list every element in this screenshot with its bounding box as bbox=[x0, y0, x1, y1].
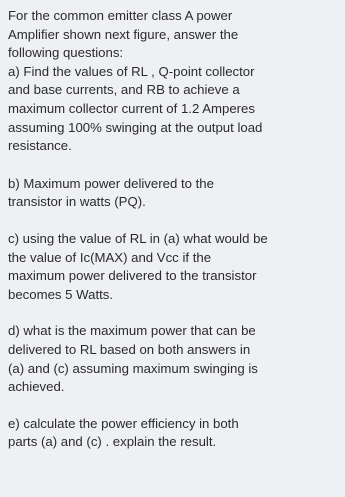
text-line: a) Find the values of RL , Q-point collector bbox=[8, 63, 255, 79]
paragraph-gap bbox=[8, 212, 340, 230]
paragraph-gap bbox=[8, 304, 340, 322]
text-line: and base currents, and RB to achieve a bbox=[8, 82, 240, 98]
paragraph-gap bbox=[8, 397, 340, 415]
text-line: achieved. bbox=[8, 379, 65, 395]
text-line: (a) and (c) assuming maximum swinging is bbox=[8, 360, 258, 376]
text-line: the value of Ic(MAX) and Vcc if the bbox=[8, 249, 212, 265]
text-line: maximum power delivered to the transistor bbox=[8, 268, 257, 284]
text-line: following questions: bbox=[8, 45, 124, 61]
question-part-a bbox=[8, 63, 340, 156]
text-line: becomes 5 Watts. bbox=[8, 286, 114, 302]
text-line: d) what is the maximum power that can be bbox=[8, 323, 256, 339]
text-line: c) using the value of RL in (a) what would be bbox=[8, 230, 268, 246]
question-part-b bbox=[8, 175, 340, 212]
question-part-c bbox=[8, 230, 340, 304]
question-part-d bbox=[8, 322, 340, 396]
text-line: maximum collector current of 1.2 Amperes bbox=[8, 100, 255, 116]
text-line: b) Maximum power delivered to the bbox=[8, 175, 214, 191]
text-line: Amplifier shown next figure, answer the bbox=[8, 26, 239, 42]
text-line: delivered to RL based on both answers in bbox=[8, 341, 251, 357]
text-line: For the common emitter class A power bbox=[8, 8, 233, 23]
text-line: assuming 100% swinging at the output load bbox=[8, 119, 263, 135]
text-line: e) calculate the power efficiency in both bbox=[8, 415, 239, 431]
question-intro bbox=[8, 7, 340, 63]
paragraph-gap bbox=[8, 156, 340, 175]
text-line: transistor in watts (PQ). bbox=[8, 194, 146, 210]
question-part-e bbox=[8, 415, 340, 452]
text-line: resistance. bbox=[8, 138, 72, 154]
text-line: parts (a) and (c) . explain the result. bbox=[8, 434, 217, 450]
